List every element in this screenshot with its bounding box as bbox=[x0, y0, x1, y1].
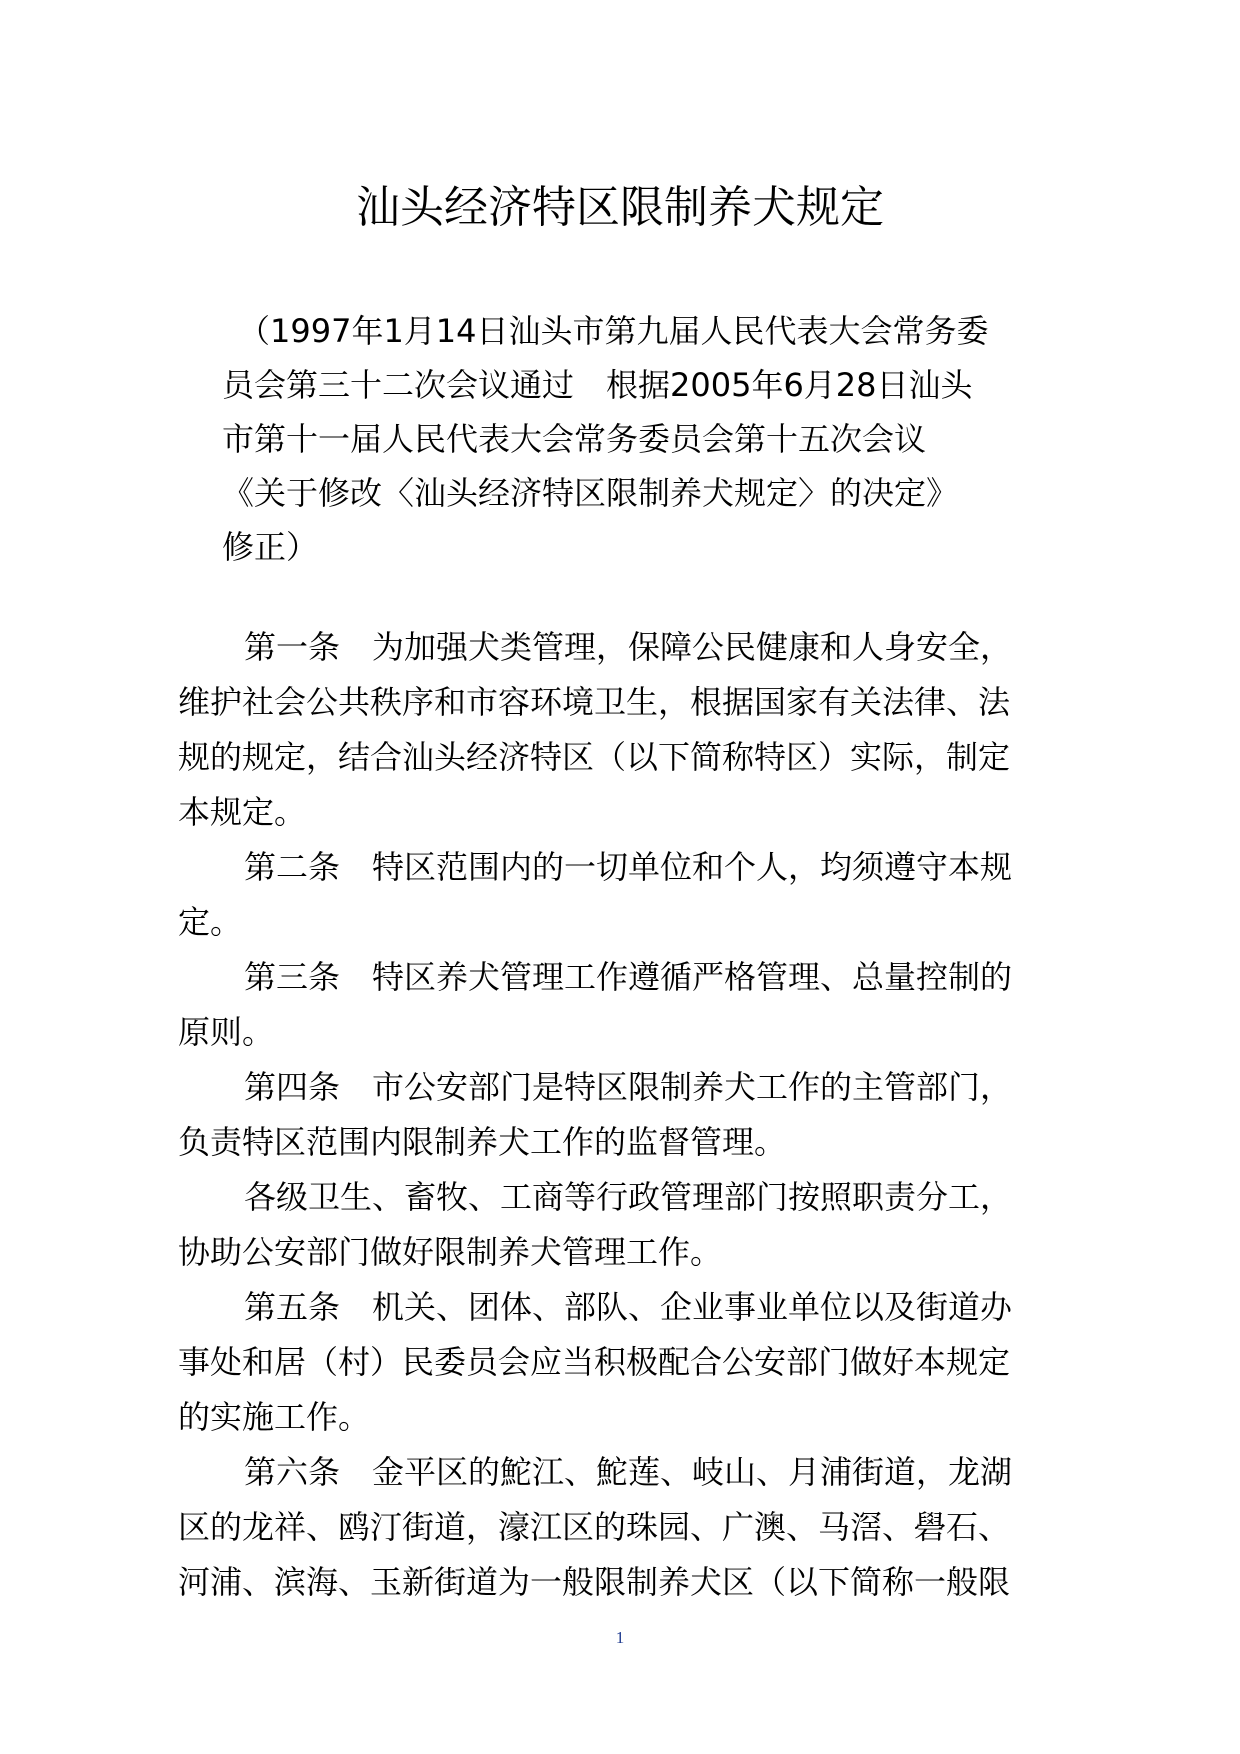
article-4-paragraph-line: 协助公安部门做好限制养犬管理工作。 bbox=[178, 1233, 723, 1271]
page-number: 1 bbox=[615, 1628, 625, 1647]
note-line: 市第十一届人民代表大会常务委员会第十五次会议 bbox=[222, 420, 927, 458]
article-4-line: 负责特区范围内限制养犬工作的监督管理。 bbox=[178, 1123, 787, 1161]
article-6-line: 区的龙祥、鸥汀街道，濠江区的珠园、广澳、马滘、礐石、 bbox=[178, 1508, 1011, 1546]
article-4-line: 第四条 市公安部门是特区限制养犬工作的主管部门， bbox=[244, 1068, 1013, 1106]
article-3-line: 原则。 bbox=[178, 1013, 275, 1051]
note-line: 修正） bbox=[222, 528, 319, 566]
note-line: （1997年1月14日汕头市第九届人民代表大会常务委 bbox=[238, 312, 989, 350]
article-1-line: 规的规定，结合汕头经济特区（以下简称特区）实际，制定 bbox=[178, 738, 1011, 776]
amendment-note bbox=[222, 304, 1012, 574]
document-body bbox=[178, 620, 1058, 1610]
article-1-line: 本规定。 bbox=[178, 793, 307, 831]
article-5-line: 第五条 机关、团体、部队、企业事业单位以及街道办 bbox=[244, 1288, 1013, 1326]
article-6-line: 河浦、滨海、玉新街道为一般限制养犬区（以下简称一般限 bbox=[178, 1563, 1011, 1601]
article-6-line: 第六条 金平区的鮀江、鮀莲、岐山、月浦街道，龙湖 bbox=[244, 1453, 1013, 1491]
document-title: 汕头经济特区限制养犬规定 bbox=[356, 182, 884, 233]
article-2-line: 定。 bbox=[178, 903, 243, 941]
note-line: 员会第三十二次会议通过 根据2005年6月28日汕头 bbox=[222, 366, 973, 404]
article-3-line: 第三条 特区养犬管理工作遵循严格管理、总量控制的 bbox=[244, 958, 1013, 996]
article-5-line: 的实施工作。 bbox=[178, 1398, 371, 1436]
article-2-line: 第二条 特区范围内的一切单位和个人，均须遵守本规 bbox=[244, 848, 1013, 886]
note-line: 《关于修改〈汕头经济特区限制养犬规定〉的决定》 bbox=[222, 474, 959, 512]
article-5-line: 事处和居（村）民委员会应当积极配合公安部门做好本规定 bbox=[178, 1343, 1011, 1381]
article-1-line: 维护社会公共秩序和市容环境卫生，根据国家有关法律、法 bbox=[178, 683, 1011, 721]
article-1-line: 第一条 为加强犬类管理，保障公民健康和人身安全， bbox=[244, 628, 1013, 666]
article-4-paragraph-line: 各级卫生、畜牧、工商等行政管理部门按照职责分工， bbox=[244, 1178, 1013, 1216]
